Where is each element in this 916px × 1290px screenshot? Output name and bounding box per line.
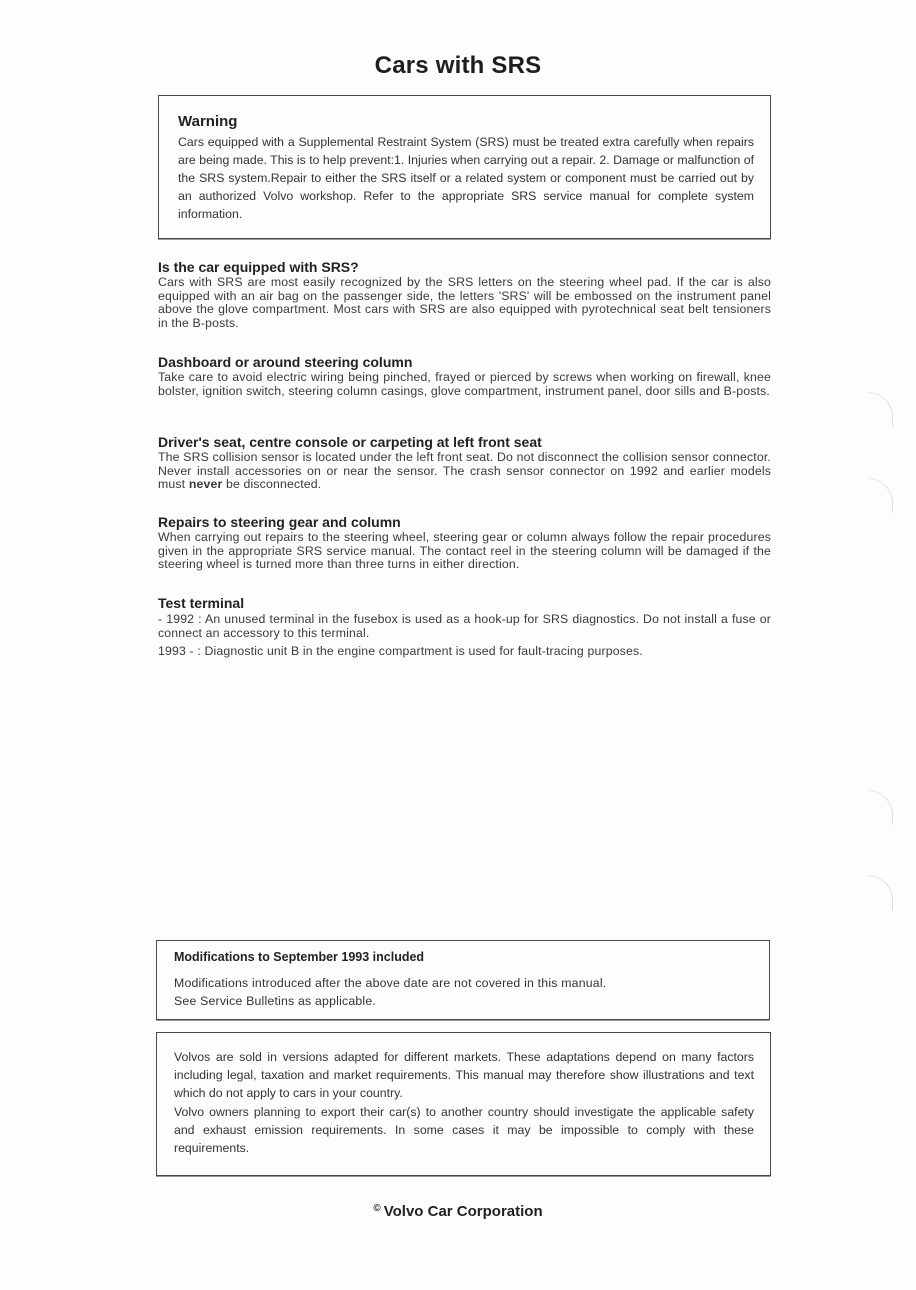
punch-hole-mark [868, 392, 893, 427]
modifications-line: Modifications introduced after the above date are not covered in this manual. [174, 976, 607, 990]
body-text: The SRS collision sensor is located under the left front seat. Do not disconnect the collision sensor connector. Never install accessories on or near the sensor. The crash sensor connector on 1992 and earlier models must [158, 450, 771, 491]
modifications-line: See Service Bulletins as applicable. [174, 994, 377, 1008]
modifications-box [156, 940, 770, 1020]
section-test-terminal [158, 595, 771, 658]
section-srs-equipped [158, 259, 771, 330]
section-dashboard [158, 354, 771, 398]
footer-copyright [0, 1203, 916, 1220]
section-heading: Is the car equipped with SRS? [158, 259, 359, 275]
punch-hole-mark [868, 478, 893, 513]
terminal-1993-text: 1993 - : Diagnostic unit B in the engine compartment is used for fault-tracing purposes. [158, 644, 643, 658]
section-body: When carrying out repairs to the steering wheel, steering gear or column always follow the repair procedures given in the appropriate SRS service manual. The contact reel in the steering column will be damaged if the steering wheel is turned more than three turns in either direction. [158, 530, 771, 571]
copyright-icon: © [373, 1203, 381, 1214]
warning-box [158, 95, 771, 239]
modifications-body [174, 974, 606, 1010]
section-heading: Test terminal [158, 595, 245, 611]
section-body: Take care to avoid electric wiring being pinched, frayed or pierced by screws when working on firewall, knee bolster, ignition switch, steering column casings, glove compartment, instrument panel, door sills and B-posts. [158, 370, 771, 398]
modifications-title: Modifications to September 1993 included [174, 950, 425, 964]
body-text: be disconnected. [222, 477, 322, 491]
section-heading: Repairs to steering gear and column [158, 514, 401, 530]
section-drivers-seat [158, 434, 771, 492]
section-steering-repairs [158, 514, 771, 572]
section-heading: Dashboard or around steering column [158, 354, 413, 370]
warning-title: Warning [178, 113, 238, 130]
punch-hole-mark [868, 790, 893, 825]
warning-body: Cars equipped with a Supplemental Restraint System (SRS) must be treated extra carefully when repairs are being made. This is to help prevent:1. Injuries when carrying out a repair. 2. Damage or malfunction of the SRS system.Repair to either the SRS itself or a related system or component must be carried out by an authorized Volvo workshop. Refer to the appropriate SRS service manual for complete system information. [178, 135, 754, 221]
emphasis-never: never [188, 477, 223, 491]
company-name: Volvo Car Corporation [383, 1203, 543, 1220]
markets-body [174, 1048, 754, 1157]
section-body: Cars with SRS are most easily recognized by the SRS letters on the steering wheel pad. If the car is also equipped with an air bag on the passenger side, the letters 'SRS' will be embossed on the instrument panel above the glove compartment. Most cars with SRS are also equipped with pyrotechnical seat belt tensioners in the B-posts. [158, 275, 771, 330]
punch-hole-mark [868, 875, 893, 910]
export-paragraph: Volvo owners planning to export their car(s) to another country should investigate the applicable safety and exhaust emission requirements. In some cases it may be impossible to comply with these requirements. [174, 1104, 754, 1156]
section-body [158, 451, 771, 492]
terminal-1992-text: - 1992 : An unused terminal in the fusebox is used as a hook-up for SRS diagnostics. Do not install a fuse or connect an accessory to this terminal. [158, 612, 771, 640]
markets-box [156, 1032, 771, 1176]
section-heading: Driver's seat, centre console or carpeting at left front seat [158, 434, 542, 450]
markets-paragraph: Volvos are sold in versions adapted for different markets. These adaptations depend on many factors including legal, taxation and market requirements. This manual may therefore show illustrations and text which do not apply to cars in your country. [174, 1050, 754, 1101]
page-title: Cars with SRS [374, 52, 542, 79]
